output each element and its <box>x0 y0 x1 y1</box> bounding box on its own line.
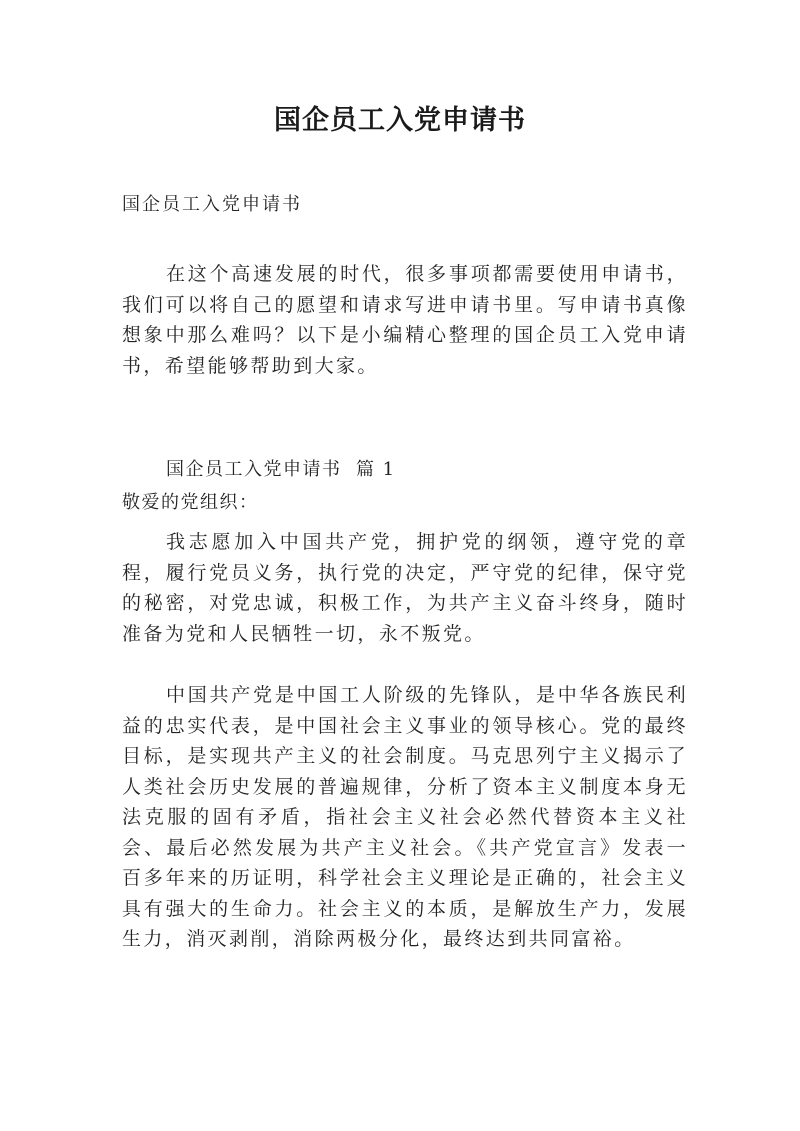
body-paragraph-1: 我志愿加入中国共产党，拥护党的纲领，遵守党的章程，履行党员义务，执行党的决定，严守党的纪律，保守党的秘密，对党忠诚，积极工作，为共产主义奋斗终身，随时准备为党和人民牺牲一切，永不叛党。 <box>122 531 688 645</box>
section-heading: 国企员工入党申请书 篇 1 <box>166 459 396 480</box>
document-title: 国企员工入党申请书 <box>274 105 526 136</box>
salutation: 敬爱的党组织： <box>122 492 259 513</box>
document-subtitle: 国企员工入党申请书 <box>122 194 302 215</box>
intro-paragraph: 在这个高速发展的时代，很多事项都需要使用申请书，我们可以将自己的愿望和请求写进申请书里。写申请书真像想象中那么难吗？以下是小编精心整理的国企员工入党申请书，希望能够帮助到大家。 <box>122 263 688 377</box>
body-paragraph-2: 中国共产党是中国工人阶级的先锋队，是中华各族民利益的忠实代表，是中国社会主义事业的领导核心。党的最终目标，是实现共产主义的社会制度。马克思列宁主义揭示了人类社会历史发展的普遍规律，分析了资本主义制度本身无法克服的固有矛盾，指社会主义社会必然代替资本主义社会、最后必然发展为共产主义社会。《共产党宣言》发表一百多年来的历证明，科学社会主义理论是正确的，社会主义具有强大的生命力。社会主义的本质，是解放生产力，发展生力，消灭剥削，消除两极分化，最终达到共同富裕。 <box>122 684 688 950</box>
